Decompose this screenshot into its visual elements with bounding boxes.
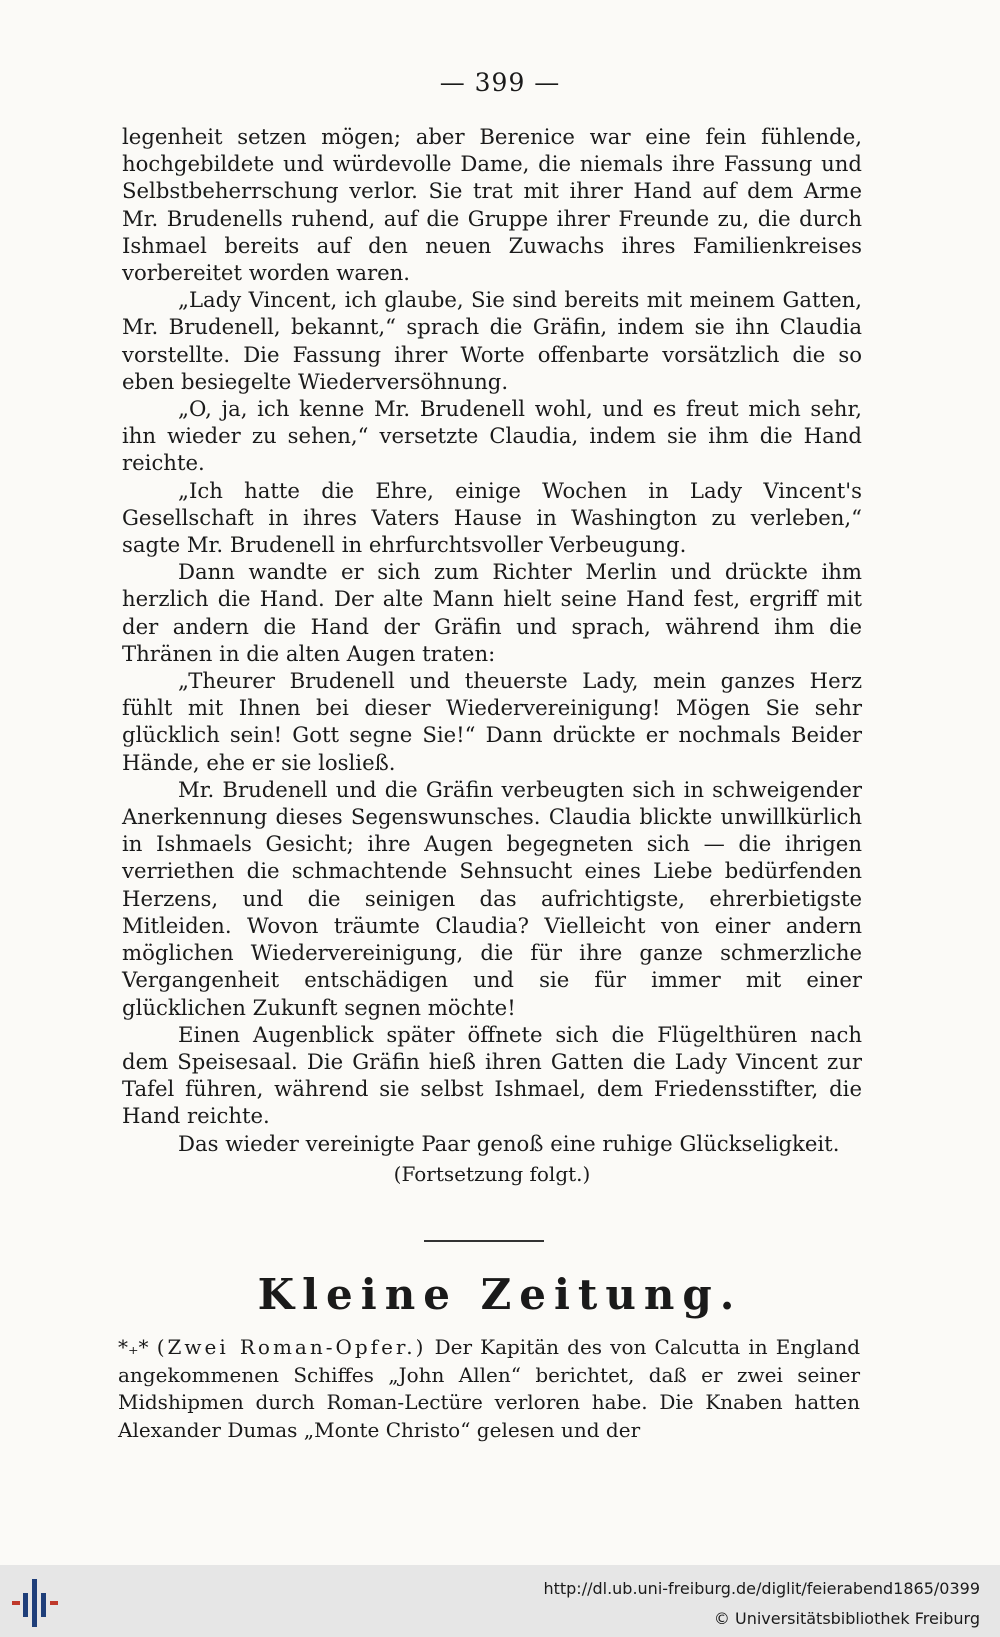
paragraph: Das wieder vereinigte Paar genoß eine ruhige Glückseligkeit. bbox=[178, 1130, 840, 1156]
article-body bbox=[122, 123, 862, 1188]
ub-freiburg-logo-icon bbox=[10, 1579, 60, 1627]
news-item-title: (Zwei Roman-Opfer.) bbox=[156, 1335, 427, 1359]
paragraph: Dann wandte er sich zum Richter Merlin und drückte ihm herzlich die Hand. Der alte Mann hielt seine Hand fest, ergriff mit der andern die Hand der Gräfin und sprach, während ihm die Thränen in die alten Augen traten: bbox=[122, 559, 862, 666]
paragraph: „Lady Vincent, ich glaube, Sie sind bereits mit meinem Gatten, Mr. Brudenell, bekannt,“ sprach die Gräfin, indem sie ihn Claudia vorstellte. Die Fassung ihrer Worte offenbarte vorsätzlich die so eben besiegelte Wiederversöhnung. bbox=[122, 287, 862, 394]
continuation-note: (Fortsetzung folgt.) bbox=[393, 1161, 591, 1186]
paragraph: „O, ja, ich kenne Mr. Brudenell wohl, und es freut mich sehr, ihn wieder zu sehen,“ versetzte Claudia, indem sie ihm die Hand reichte. bbox=[122, 396, 862, 476]
paragraph: „Ich hatte die Ehre, einige Wochen in Lady Vincent's Gesellschaft in ihres Vaters Hause in Washington zu verleben,“ sagte Mr. Brudenell in ehrfurchtsvoller Verbeugung. bbox=[122, 477, 862, 558]
section-title: Kleine Zeitung. bbox=[257, 1270, 743, 1319]
paragraph: legenheit setzen mögen; aber Berenice war eine fein fühlende, hochgebildete und würdevolle Dame, die niemals ihre Fassung und Selbstbeherrschung verlor. Sie trat mit ihrer Hand auf dem Arme Mr. Brudenells ruhend, auf die Gruppe ihrer Freunde zu, die durch Ishmael bereits auf den neuen Zuwachs ihres Familienkreises vorbereitet worden waren. bbox=[122, 124, 862, 286]
section-divider bbox=[424, 1240, 544, 1242]
paragraph: Einen Augenblick später öffnete sich die Flügelthüren nach dem Speisesaal. Die Gräfin hieß ihren Gatten die Lady Vincent zur Tafel führen, während sie selbst Ishmael, dem Friedensstifter, die Hand reichte. bbox=[122, 1021, 862, 1129]
paragraph: „Theurer Brudenell und theuerste Lady, mein ganzes Herz fühlt mit Ihnen bei dieser Wiedervereinigung! Mögen Sie sehr glücklich sein! Gott segne Sie!“ Dann drückte er nochmals Beider Hände, ehe er sie losließ. bbox=[122, 668, 862, 775]
source-url-link[interactable]: http://dl.ub.uni-freiburg.de/diglit/feierabend1865/0399 bbox=[543, 1579, 980, 1598]
news-item bbox=[118, 1334, 860, 1444]
page-number: — 399 — bbox=[439, 68, 561, 97]
copyright-text: © Universitätsbibliothek Freiburg bbox=[713, 1609, 980, 1628]
news-item-text: Der Kapitän des von Calcutta in England angekommenen Schiffes „John Allen“ berichtet, daß er zwei seiner Midshipmen durch Roman-Lectüre verloren habe. Die Knaben hatten Alexander Dumas „Monte Christo“ gelesen und der bbox=[118, 1335, 861, 1442]
footer-bar bbox=[0, 1565, 1000, 1637]
paragraph: Mr. Brudenell und die Gräfin verbeugten sich in schweigender Anerkennung dieses Segenswunsches. Claudia blickte unwillkürlich in Ishmaels Gesicht; ihre Augen begegneten sich — die ihrigen verriethen die schmachtende Sehnsucht eines Liebe bedürfenden Herzens, und die seinigen das aufrichtigste, ehrerbietigste Mitleiden. Wovon träumte Claudia? Vielleicht von einer andern möglichen Wiedervereinigung, die für ihre ganze schmerzliche Vergangenheit entschädigen und sie für immer mit einer glücklichen Zukunft segnen möchte! bbox=[122, 776, 862, 1020]
news-item-marker: *₊* bbox=[118, 1335, 149, 1359]
